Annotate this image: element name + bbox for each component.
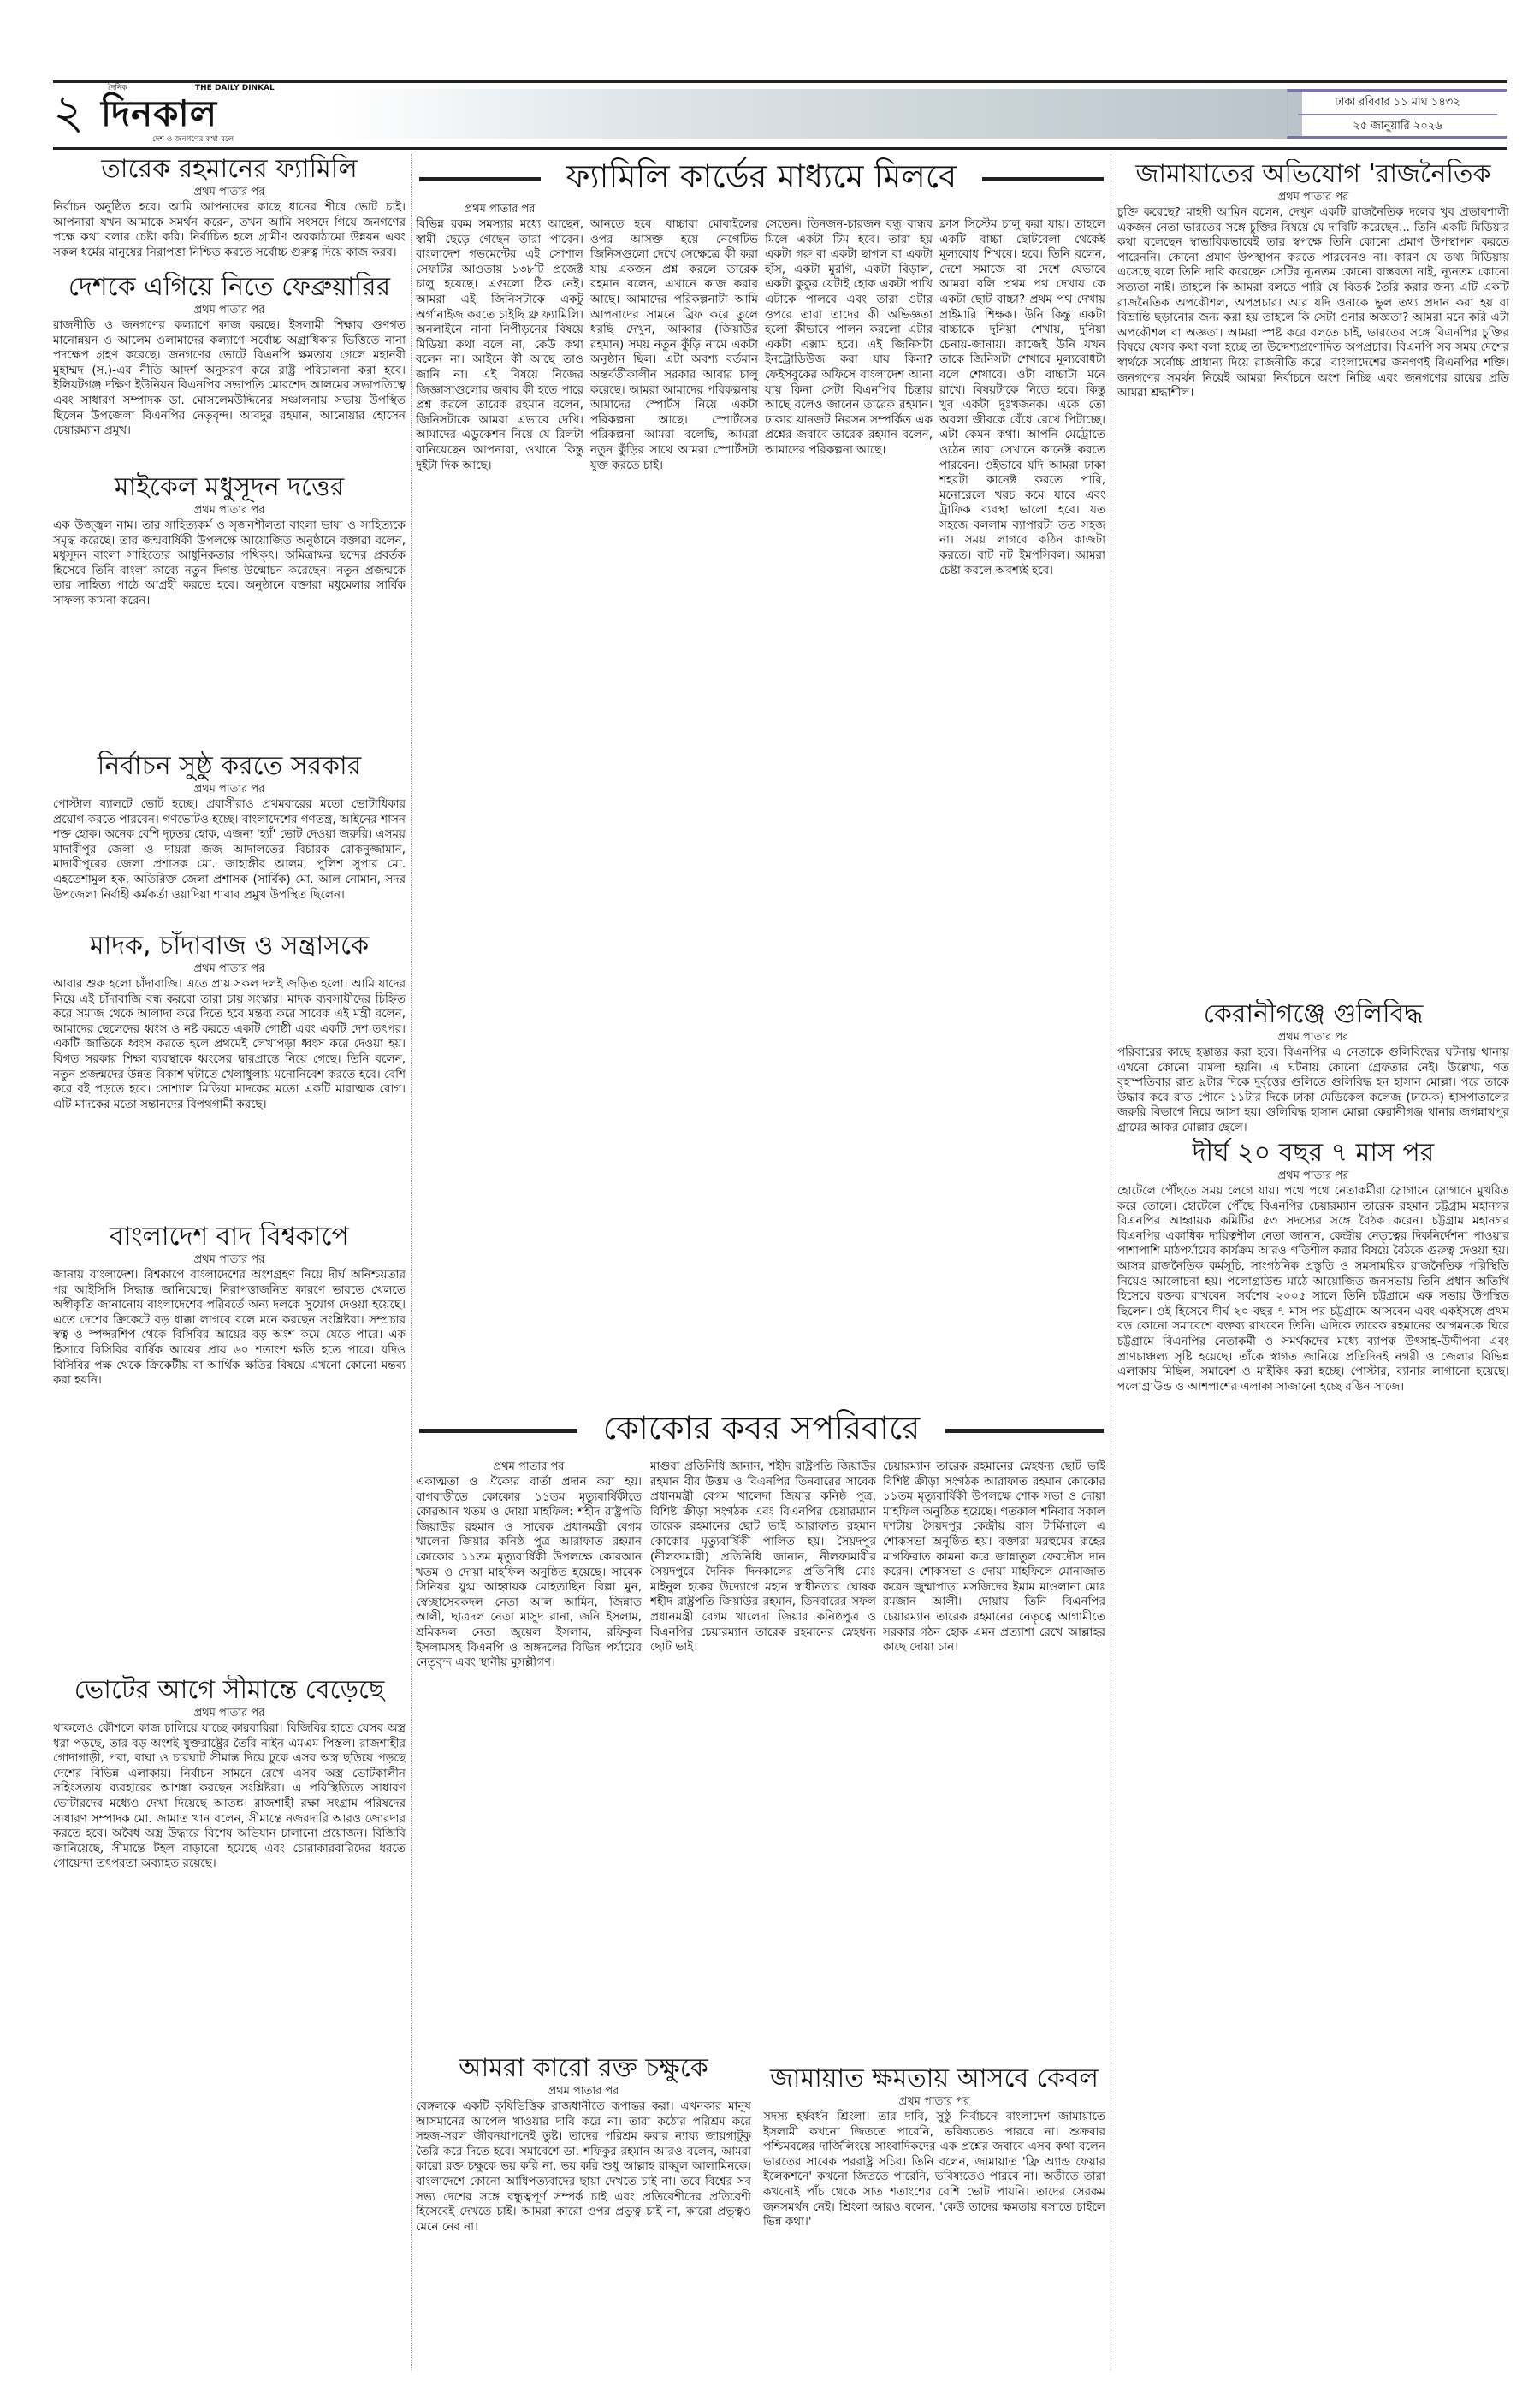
column-body: আনতে হবে। বাচ্চারা মোবাইলের ওপর আসক্ত হয়ে নেগেটিভ জিনিসগুলো দেখে সেক্ষেত্রে কী করা যায় একজন প্রশ্ন করলে তারেক রহমান বলেন, এখানে কাজ করার আছে। আমাদের পরিকল্পনাটা আমি আপনাদের সামনে ব্রিফ করে তুলে ধরছি দেখুন, আব্বার (জিয়াউর রহমান) সময় নতুন কুঁড়ি নামে একটা অনুষ্ঠান ছিল। এটা অবশ্য বর্তমান অন্তর্বর্তীকালীন সরকার আবার চালু করেছে। আমরা আমাদের পরিকল্পনায় আমাদের স্পোর্টস নিয়ে একটা পরিকল্পনা আছে। স্পোর্টসের পরিকল্পনা আমরা বলেছি, আমরা নতুন কুঁড়ির সাথে আমরা স্পোর্টসটা যুক্ত করতে চাই। bbox=[590, 217, 758, 472]
column-body: সেতেন। তিনজন-চারজন বন্ধু বান্ধব মিলে একটা টিম হবে। তারা হয় একটা গরু বা একটা ছাগল বা একটা হাঁস, একটা মুরগি, একটা বিড়াল, একটা কুকুর যেটাই হোক একটা পাখি এটাকে পালবে এবং তারা ওটার ওপরে তারা তাদের কী অভিজ্ঞতা হলো কীভাবে পালন করলো এটার একটা এক্সাম হবে। এই জিনিসটা ইনট্রোডিউজ করা যায় কিনা? ফেইসবুকের অফিসে বাংলাদেশ আনা যায় কিনা সেটা বিএনপির চিন্তায় আছে বলেও জানেন তারেক রহমান। ঢাকার যানজট নিরসন সম্পর্কিত এক প্রশ্নের জবাবে তারেক রহমান বলেন, আমাদের পরিকল্পনা আছে। bbox=[765, 217, 933, 457]
column-divider bbox=[411, 154, 412, 2370]
date-box bbox=[1287, 89, 1507, 139]
continued-label: প্রথম পাতার পর bbox=[1277, 1031, 1349, 1044]
article-february bbox=[53, 272, 406, 471]
article-body: রাজনীতি ও জনগণের কল্যাণে কাজ করছে। ইসলামী শিক্ষার গুণগত মানোন্নয়ন ও আলেম ওলামাদের কল্যাণে সর্বোচ্চ অগ্রাধিকার ভিত্তিতে নানা পদক্ষেপ গ্রহণ করেছে। জনগণের ভোটে বিএনপি ক্ষমতায় গেলে মহানবী মুহাম্মদ (স.)-এর নীতি আদর্শ অনুসরণ করে রাষ্ট্র পরিচালনা করা হবে। ইলিয়টগঞ্জ দক্ষিণ ইউনিয়ন বিএনপির সভাপতি মোরশেদ আলমের সভাপতিত্বে এবং সাধারণ সম্পাদক ডা. মোসলেমউদ্দিনের সঞ্চালনায় সভায় উপস্থিত ছিলেন উপজেলা বিএনপির নেতৃবৃন্দ। আবদুর রহমান, আনোয়ার হোসেন চেয়ারম্যান প্রমুখ। bbox=[53, 318, 406, 438]
article-title: নির্বাচন সুষ্ঠু করতে সরকার bbox=[97, 751, 362, 781]
article-title: মাইকেল মধুসূদন দত্তের bbox=[114, 472, 345, 502]
article-body: পোস্টাল ব্যালটে ভোট হচ্ছে। প্রবাসীরাও প্রথমবারের মতো ভোটাধিকার প্রয়োগ করতে পারবেন। গণভোটও হচ্ছে। বাংলাদেশের গণতন্ত্র, আইনের শাসন শক্ত হোক। অনেক বেশি দৃঢ়তর হোক, এজন্য 'হ্যাঁ' ভোট দেওয়া জরুরি। এসময় মাদারীপুর জেলা ও দায়রা জজ আদালতের বিচারক রোকনুজ্জামান, মাদারীপুরের জেলা প্রশাসক মো. জাহাঙ্গীর আলম, পুলিশ সুপার মো. এহতেশামুল হক, অতিরিক্ত জেলা প্রশাসক (সার্বিক) মো. আল নোমান, সদর উপজেলা নির্বাহী কর্মকর্তা ওয়াদিয়া শাবাব প্রমুখ উপস্থিত ছিলেন। bbox=[53, 797, 406, 902]
headline-rule bbox=[982, 177, 1104, 181]
headline-rule bbox=[419, 177, 541, 181]
article-jamaat-allegation bbox=[1117, 159, 1509, 999]
continued-label: প্রথম পাতার পর bbox=[1277, 1169, 1349, 1182]
family-card-column bbox=[765, 217, 933, 1401]
article-20-years bbox=[1117, 1138, 1509, 2370]
article-title: দেশকে এগিয়ে নিতে ফেব্রুয়ারির bbox=[68, 272, 391, 302]
column-body: মাগুরা প্রতিনিধি জানান, শহীদ রাষ্ট্রপতি জিয়াউর রহমান বীর উত্তম ও বিএনপির তিনবারের সাবেক প্রধানমন্ত্রী বেগম খালেদা জিয়ার কনিষ্ঠ পুত্র, বিশিষ্ট ক্রীড়া সংগঠক এবং বিএনপির চেয়ারম্যান তারেক রহমানের ছোট ভাই আরাফাত রহমান কোকোর মৃত্যুবার্ষিকী পালিত হয়। সৈয়দপুর (নীলফামারী) প্রতিনিধি জানান, নীলফামারীর সৈয়দপুরে দৈনিক দিনকালের প্রতিনিধি মোঃ মাইনুল হকের উদ্যোগে মহান স্বাধীনতার ঘোষক শহীদ রাষ্ট্রপতি জিয়াউর রহমান, তিনবারের সফল প্রধানমন্ত্রী বেগম খালেদা জিয়ার কনিষ্ঠপুত্র ও বিএনপির চেয়ারম্যান তারেক রহমানের স্নেহধন্য ছোট ভাই। bbox=[650, 1459, 876, 1655]
article-title: জামায়াতের অভিযোগ 'রাজনৈতিক bbox=[1135, 159, 1491, 189]
continued-label: প্রথম পাতার পর bbox=[898, 2095, 970, 2108]
family-card-headline bbox=[419, 159, 1104, 198]
continued-label: প্রথম পাতার পর bbox=[1277, 191, 1349, 204]
logo-english: THE DAILY DINKAL bbox=[195, 84, 275, 92]
column-body: একাত্মতা ও ঐক্যের বার্তা প্রদান করা হয়। বাগবাড়ীতে কোকোর ১১তম মৃত্যুবার্ষিকীতে কোরআন খতম ও দোয়া মাহফিল: শহীদ রাষ্ট্রপতি জিয়াউর রহমান ও সাবেক প্রধানমন্ত্রী বেগম খালেদা জিয়ার কনিষ্ঠ পুত্র আরাফাত রহমান কোকোর ১১তম মৃত্যুবার্ষিকী উপলক্ষে কোরআন খতম ও দোয়া মাহফিল অনুষ্ঠিত হয়েছে। সাবেক সিনিয়র যুগ্ম আহ্বায়ক মোহতাছিন বিল্লা মুন, স্বেচ্ছাসেবকদল নেতা আল আমিন, জিন্নাত আলী, ছাত্রদল নেতা মাসুদ রানা, জনি ইসলাম, শ্রমিকদল নেতা জুয়েল ইসলাম, রফিকুল ইসলামসহ বিএনপি ও অঙ্গদলের বিভিন্ন পর্যায়ের নেতৃবৃন্দ এবং স্থানীয় মুসল্লীগণ। bbox=[416, 1475, 642, 1670]
headline-text: কোকোর কবর সপরিবারে bbox=[602, 1409, 921, 1447]
family-card-column bbox=[590, 217, 758, 1401]
logo-small-text: দৈনিক bbox=[108, 84, 127, 92]
logo-name: দিনকাল bbox=[101, 92, 218, 134]
continued-label: প্রথম পাতার পর bbox=[464, 203, 536, 216]
column-body: চেয়ারম্যান তারেক রহমানের স্নেহধন্য ছোট ভাই বিশিষ্ট ক্রীড়া সংগঠক আরাফাত রহমান কোকোর ১১তম মৃত্যুবার্ষিকী উপলক্ষে শোক সভা ও দোয়া মাহফিল অনুষ্ঠিত হয়েছে। গতকাল শনিবার সকাল দশটায় সৈয়দপুর কেন্দ্রীয় বাস টার্মিনালে এ শোকসভা অনুষ্ঠিত হয়। বক্তারা মরহুমের রূহের মাগফিরাত কামনা করে জান্নাতুল ফেরদৌস দান করেন। শোকসভা ও দোয়া মাহফিলে মোনাজাত করেন জুম্মাপাড়া মসজিদের ইমাম মাওলানা মোঃ রমজান আলী। দোয়ায় তিনি বিএনপির চেয়ারম্যান তারেক রহমানের নেতৃত্বে আগামীতে সরকার গঠন হোক এমন প্রত্যাশা রেখে আল্লাহর কাছে দোয়া চান। bbox=[883, 1459, 1105, 1655]
article-body: থাকলেও কৌশলে কাজ চালিয়ে যাচ্ছে কারবারিরা। বিজিবির হাতে যেসব অস্ত্র ধরা পড়ছে, তার বড় অংশই যুক্তরাষ্ট্রের তৈরি নাইন এমএম পিস্তল। রাজশাহীর গোদাগাড়ী, পবা, বাঘা ও চারঘাট সীমান্ত দিয়ে ঢুকে এসব অস্ত্র ছড়িয়ে পড়ছে দেশের বিভিন্ন এলাকায়। নির্বাচন সামনে রেখে এসব অস্ত্র ভোটকালীন সহিংসতায় ব্যবহারের আশঙ্কা করছেন সংশ্লিষ্টরা। এ পরিস্থিতিতে সাধারণ ভোটারদের মধ্যেও দেখা দিয়েছে আতঙ্ক। রাজশাহী রক্ষা সংগ্রাম পরিষদের সাধারণ সম্পাদক মো. জামাত খান বলেন, সীমান্তে নজরদারি আরও জোরদার করতে হবে। অবৈধ অস্ত্র উদ্ধারে বিশেষ অভিযান চালানো প্রয়োজন। বিজিবি জানিয়েছে, সীমান্তে টহল বাড়ানো হয়েছে এবং চোরাকারবারিদের ধরতে গোয়েন্দা তৎপরতা অব্যাহত রয়েছে। bbox=[53, 1721, 406, 1871]
article-body: আবার শুরু হলো চাঁদাবাজি। এতে প্রায় সকল দলই জড়িত হলো। আমি যাদের নিয়ে এই চাঁদাবাজি বন্ধ করবো তারা চায় সংস্কার। মাদক ব্যবসায়ীদের চিহ্নিত করে সমাজ থেকে আলাদা করে দিতে হবে মন্তব্য করে সাবেক এই মন্ত্রী বলেন, আমাদের ছেলেদের ধ্বংস ও নষ্ট করতে একটি গোষ্ঠী এবং একটি দেশ তৎপর। একটি জাতিকে ধ্বংস করতে হলে প্রথমেই লেখাপড়া ধ্বংস করে দেওয়া হয়। বিগত সরকার শিক্ষা ব্যবস্থাকে ধ্বংসের দ্বারপ্রান্তে নিয়ে গেছে। তিনি বলেন, নতুন প্রজন্মদের উন্নত বিকাশ ঘটাতে খেলাধুলায় মনোনিবেশ করতে হবে। বেশি করে বই পড়তে হবে। সোশ্যাল মিডিয়া মাদকের মতো একটি মারাত্মক রোগ। এটি মাদকের মতো সন্তানদের বিপথগামী করছে। bbox=[53, 977, 406, 1111]
family-card-column bbox=[416, 202, 583, 1401]
article-title: আমরা কারো রক্ত চক্ষুকে bbox=[459, 2053, 708, 2083]
headline-rule bbox=[945, 1429, 1104, 1433]
article-title: কেরানীগঞ্জে গুলিবিদ্ধ bbox=[1203, 999, 1424, 1029]
top-rule bbox=[53, 80, 1507, 83]
article-title: মাদক, চাঁদাবাজ ও সন্ত্রাসকে bbox=[89, 931, 370, 961]
article-title: বাংলাদেশ বাদ বিশ্বকাপে bbox=[110, 1222, 349, 1252]
continued-label: প্রথম পাতার পর bbox=[193, 186, 265, 198]
continued-label: প্রথম পাতার পর bbox=[193, 304, 265, 317]
article-election-fair bbox=[53, 751, 406, 929]
article-title: দীর্ঘ ২০ বছর ৭ মাস পর bbox=[1192, 1138, 1435, 1168]
column-body: বিভিন্ন রকম সমস্যার মধ্যে আছেন, স্বামী ছেড়ে গেছেন তারা পাবেন। বাংলাদেশ গভমেন্টের এই সোশাল সেফটির আওতায় ১৩৮টি প্রজেক্ট চালু হয়েছে। এগুলো ঠিক নেই। আমরা এই জিনিসটাকে একটু অর্গানাইজ করতে চাইছি থ্রু ফ্যামিলি। অনলাইনে নানা নিপীড়নের বিষয়ে মিডিয়া কথা বলে না, কেউ কথা বলেন না। আইনে কী আছে তাও জানি না। এই বিষয়ে নিজের জিজ্ঞাসাগুলোর জবাব কী হতে পারে প্রশ্ন করলে তারেক রহমান বলেন, জিনিসটাকে আমরা এভাবে দেখি। আমাদের এডুকেশন নিয়ে যে রিলটা বানিয়েছেন আপনারা, ওখানে কিন্তু দুইটা দিক আছে। bbox=[416, 217, 583, 472]
koko-column bbox=[416, 1459, 642, 2038]
headline-rule bbox=[419, 1429, 578, 1433]
article-jamaat-power bbox=[763, 2063, 1105, 2370]
family-card-column bbox=[939, 217, 1105, 1401]
continued-label: প্রথম পাতার পর bbox=[193, 504, 265, 517]
masthead bbox=[53, 84, 1507, 145]
article-title: তারেক রহমানের ফ্যামিলি bbox=[101, 154, 358, 184]
date-bangla: ঢাকা রবিবার ১১ মাঘ ১৪৩২ bbox=[1335, 96, 1460, 109]
header-bottom-rule bbox=[53, 147, 1507, 150]
article-body: হোটেলে পৌঁছতে সময় লেগে যায়। পথে পথে নেতাকর্মীরা স্লোগানে স্লোগানে মুখরিত করে তোলে। হোটেলে পৌঁছে বিএনপির চেয়ারম্যান তারেক রহমান চট্টগ্রাম মহানগর বিএনপির আহ্বায়ক কমিটির ৫৩ সদস্যের সঙ্গে বৈঠক করেন। চট্টগ্রাম মহানগর বিএনপির একাধিক দায়িত্বশীল নেতা জানান, কেন্দ্রীয় নেতৃত্বের দিকনির্দেশনা পাওয়ার পাশাপাশি মাঠপর্যায়ের কার্যক্রম আরও গতিশীল করার বিষয়ে বৈঠকে গুরুত্ব দেওয়া হয়। আসন্ন রাজনৈতিক কর্মসূচি, সাংগঠনিক প্রস্তুতি ও সমসাময়িক রাজনৈতিক পরিস্থিতি নিয়েও আলোচনা হয়। পলোগ্রাউন্ড মাঠে আয়োজিত জনসভায় তিনি প্রধান অতিথি হিসেবে বক্তব্য রাখবেন। সর্বশেষ ২০০৫ সালে তিনি চট্টগ্রামে এক সভায় উপস্থিত ছিলেন। ওই হিসেবে দীর্ঘ ২০ বছর ৭ মাস পর চট্টগ্রামে আসবেন এবং একইসঙ্গে প্রথম বড় কোনো সমাবেশে বক্তব্য রাখবেন তিনি। এদিকে তারেক রহমানের আগমনকে ঘিরে চট্টগ্রামে বিএনপির নেতাকর্মী ও সমর্থকদের মধ্যে ব্যাপক উৎসাহ-উদ্দীপনা এবং প্রাণচাঞ্চল্য সৃষ্টি হয়েছে। তাঁকে স্বাগত জানিয়ে প্রতিদিনই নগরী ও জেলার বিভিন্ন এলাকায় মিছিল, সমাবেশ ও মাইকিং করা হচ্ছে। পোস্টার, ব্যানার লাগানো হয়েছে। পলোগ্রাউন্ড ও আশপাশের এলাকা সাজানো হচ্ছে রঙিন সাজে। bbox=[1117, 1184, 1509, 1394]
article-border-arms bbox=[53, 1675, 406, 2370]
article-body: নির্বাচন অনুষ্ঠিত হবে। আমি আপনাদের কাছে ধানের শীষে ভোট চাই। আপনারা যখন আমাকে সমর্থন করেন, তখন আমি সংসদে গিয়ে জনগণের পক্ষে কথা বলার চেষ্টা করি। নির্বাচিত হলে গ্রামীণ অবকাঠামো উন্নয়ন এবং সকল ধর্মের মানুষের নিরাপত্তা নিশ্চিত করতে সর্বোচ্চ গুরুত্ব দিয়ে কাজ করব। bbox=[53, 200, 406, 259]
headline-text: ফ্যামিলি কার্ডের মাধ্যমে মিলবে bbox=[566, 157, 957, 195]
continued-label: প্রথম পাতার পর bbox=[493, 1460, 565, 1473]
article-madhusudan bbox=[53, 472, 406, 749]
koko-column bbox=[650, 1459, 876, 2038]
article-title: জামায়াত ক্ষমতায় আসবে কেবল bbox=[769, 2063, 1099, 2093]
article-body: জানায় বাংলাদেশ। বিশ্বকাপে বাংলাদেশের অংশগ্রহণ নিয়ে দীর্ঘ অনিশ্চয়তার পর আইসিসি সিদ্ধান্ত জানিয়েছে। নিরাপত্তাজনিত কারণে ভারতে খেলতে অস্বীকৃতি জানানোয় বাংলাদেশের পরিবর্তে অন্য দলকে সুযোগ দেওয়া হয়েছে। এতে দেশের ক্রিকেটে বড় ধাক্কা লাগবে বলে মনে করছেন সংশ্লিষ্টরা। সম্প্রচার স্বত্ব ও স্পন্সরশিপ থেকে বিসিবির আয়ের বড় অংশ কমে যেতে পারে। এক হিসাবে বিসিবির বার্ষিক আয়ের প্রায় ৬০ শতাংশ ক্ষতি হতে পারে। যদিও বিসিবির পক্ষ থেকে ক্রিকেটীয় বা আর্থিক ক্ষতির বিষয়ে এখনো কোনো মন্তব্য করা হয়নি। bbox=[53, 1268, 406, 1388]
page-number: ২ bbox=[53, 85, 85, 140]
continued-label: প্রথম পাতার পর bbox=[193, 783, 265, 796]
continued-label: প্রথম পাতার পর bbox=[193, 1253, 265, 1266]
article-world-cup bbox=[53, 1222, 406, 1673]
article-red-eyes bbox=[416, 2053, 751, 2370]
continued-label: প্রথম পাতার পর bbox=[193, 1707, 265, 1720]
date-english: ২৫ জানুয়ারি ২০২৬ bbox=[1353, 120, 1442, 133]
koko-column bbox=[883, 1459, 1105, 2038]
column-body: ক্লাস সিস্টেম চালু করা যায়। তাহলে একটি বাচ্চা ছোটবেলা থেকেই মূল্যবোধ শিখবে। হবে। তিনি বলেন, দেশে সমাজে বা দেশে যেভাবে আমরা বলি প্রথম পথ দেখায় কে একটা ছোট বাচ্চা? প্রথম পথ দেখায় প্রাইমারি শিক্ষক। উনি কিন্তু একটা বাচ্চাকে দুনিয়া শেখায়, দুনিয়া চেনায়-জানায়। কাজেই উনি যখন তাকে জিনিসটা শেখাবে মূল্যবোধটা বলে শেখাবে। ওটা বাচ্চাটা মনে রাখে। বিষয়টাকে নিতে হবে। কিন্তু খুব একটা দুঃখজনক। একে তো অবলা জীবকে বেঁধে রেখে পিটাচ্ছে। এটা কেমন কথা। আপনি মেট্রোতে ওঠেন তারা সেখানে কানেক্ট করতে পারবেন। ওইভাবে যদি আমরা ঢাকা শহরটা কানেক্ট করতে পারি, মনোরেলে খরচ কমে যাবে এবং ট্রাফিক ব্যবস্থা ভালো হবে। যত সহজে বললাম ব্যাপারটা তত সহজ না। সময় লাগবে কঠিন কাজটা করতে। বাট নট ইমপসিবল। আমরা চেষ্টা করলে অবশ্যই হবে। bbox=[939, 217, 1105, 577]
newspaper-logo bbox=[101, 84, 332, 145]
continued-label: প্রথম পাতার পর bbox=[548, 2085, 619, 2098]
article-drugs-extortion bbox=[53, 931, 406, 1220]
article-title: ভোটের আগে সীমান্তে বেড়েছে bbox=[74, 1675, 385, 1705]
article-body: বেঙ্গলকে একটি কৃষিভিত্তিক রাজধানীতে রূপান্তর করা। এখনকার মানুষ আসমানের আপেল খাওয়ার দাবি করে না। তারা কঠোর পরিশ্রম করে সহজ-সরল জীবনযাপনেই তুষ্ট। তাদের পরিশ্রম করার ন্যায্য জায়গাটুকু তৈরি করে দিতে হবে। সমাবেশে ডা. শফিকুর রহমান আরও বলেন, আমরা কারো রক্ত চক্ষুকে ভয় করি না, ভয় করি শুধু আল্লাহ রাব্বুল আলামিনকে। বাংলাদেশে কোনো আধিপত্যবাদের ছায়া দেখতে চাই না। তবে বিশ্বের সব সভ্য দেশের সঙ্গে বন্ধুত্বপূর্ণ সম্পর্ক চাই এবং প্রতিবেশীদের প্রতিবেশী হিসেবেই দেখতে চাই। আমরা কারো ওপর প্রভুত্ব চাই না, কারো প্রভুত্বও মেনে নেব না। bbox=[416, 2099, 751, 2234]
article-body: চুক্তি করেছে? মাহদী আমিন বলেন, দেখুন একটি রাজনৈতিক দলের খুব প্রভাবশালী একজন নেতা ভারতের সঙ্গে চুক্তির বিষয়ে যে দাবিটি করেছেন... তিনি একটি মিডিয়ার কথা বলেছেন স্বাভাবিকভাবেই তার স্বপক্ষে তিনি কোনো প্রমাণ উপস্থাপন করতে পারেননি। কোনো প্রমাণ উপস্থাপন করতে পারবেনও না। কারণ যে তথ্য মিডিয়ায় এসেছে বলে তিনি দাবি করেছেন সেটির ন্যূনতম কোনো বাস্তবতা নাই, ন্যূনতম কোনো সত্যতা নাই। তাহলে কি আমরা বলতে পারি যে বিতর্ক তৈরি করার জন্য এটি একটি রাজনৈতিক অপকৌশল, অপপ্রচার। আর যদি ওনাকে ভুল তথ্য প্রদান করা হয় বা বিভ্রান্তি ছড়ানোর জন্য করা হয় তাহলে কি সেটা ওনার অজ্ঞতা? আমরা মনে করি এটা অপকৌশল বা অজ্ঞতা। আমরা স্পষ্ট করে বলতে চাই, ভারতের সঙ্গে বিএনপির চুক্তির বিষয়ে যেসব কথা বলা হচ্ছে তা উদ্দেশ্যপ্রণোদিত অপপ্রচার। বিএনপি সব সময় দেশের স্বার্থকে সর্বোচ্চ প্রাধান্য দিয়ে রাজনীতি করে। বাংলাদেশের জনগণই বিএনপির শক্তি। জনগণের সমর্থন নিয়েই আমরা নির্বাচনে অংশ নিচ্ছি এবং জনগণের রায়ের প্রতি আমরা শ্রদ্ধাশীল। bbox=[1117, 205, 1509, 400]
article-tarek-family bbox=[53, 154, 406, 272]
article-body: এক উজ্জ্বল নাম। তার সাহিত্যকর্ম ও সৃজনশীলতা বাংলা ভাষা ও সাহিত্যকে সমৃদ্ধ করেছে। তার জন্মবার্ষিকী উপলক্ষে আয়োজিত অনুষ্ঠানে বক্তারা বলেন, মধুসূদন বাংলা সাহিত্যের আধুনিকতার পথিকৃৎ। অমিত্রাক্ষর ছন্দের প্রবর্তক হিসেবে তিনি বাংলা কাব্যে নতুন দিগন্ত উন্মোচন করেছেন। নতুন প্রজন্মকে তার সাহিত্য পাঠে আগ্রহী করতে হবে। অনুষ্ঠানে বক্তারা মধুমেলার সার্বিক সাফল্য কামনা করেন। bbox=[53, 518, 406, 607]
continued-label: প্রথম পাতার পর bbox=[193, 962, 265, 975]
logo-tagline: দেশ ও জনগণের কথা বলে bbox=[152, 135, 234, 144]
article-body: সদস্য হর্ষবর্ধন শ্রিংলা। তার দাবি, সুষ্ঠু নির্বাচনে বাংলাদেশ জামায়াতে ইসলামী কখনো জিততে পারেনি, ভবিষ্যতেও পারবে না। শুক্রবার পশ্চিমবঙ্গের দার্জিলিংয়ে সাংবাদিকদের এক প্রশ্নের জবাবে এসব কথা বলেন ভারতের সাবেক পররাষ্ট্র সচিব। তিনি বলেন, জামায়াত 'ফ্রি অ্যান্ড ফেয়ার ইলেকশনে' কখনো জিততে পারেনি, ভবিষ্যতেও পারবে না। অতীতে তারা কখনোই পাঁচ থেকে সাত শতাংশের বেশি ভোট পায়নি। তাদের সেরকম জনসমর্থন নেই। শ্রিংলা আরও বলেন, 'কেউ তাদের ক্ষমতায় বসাতে চাইলে ভিন্ন কথা।' bbox=[763, 2110, 1105, 2229]
article-body: পরিবারের কাছে হস্তান্তর করা হবে। বিএনপির এ নেতাকে গুলিবিদ্ধের ঘটনায় থানায় এখনো কোনো মামলা হয়নি। এ ঘটনায় কোনো গ্রেফতার নেই। উল্লেখ্য, গত বৃহস্পতিবার রাত ৯টার দিকে দুর্বৃত্তের গুলিতে গুলিবিদ্ধ হন হাসান মোল্লা। পরে তাকে উদ্ধার করে রাত পৌনে ১১টার দিকে ঢাকা মেডিকেল কলেজ (ঢামেক) হাসপাতালের জরুরি বিভাগে নিয়ে আসা হয়। গুলিবিদ্ধ হাসান মোল্লা কেরানীগঞ্জ থানার জগন্নাথপুর গ্রামের আকর মোল্লার ছেলে। bbox=[1117, 1045, 1509, 1134]
header-gradient-band bbox=[335, 89, 1302, 139]
koko-headline bbox=[419, 1408, 1104, 1453]
article-keraniganj bbox=[1117, 999, 1509, 1138]
